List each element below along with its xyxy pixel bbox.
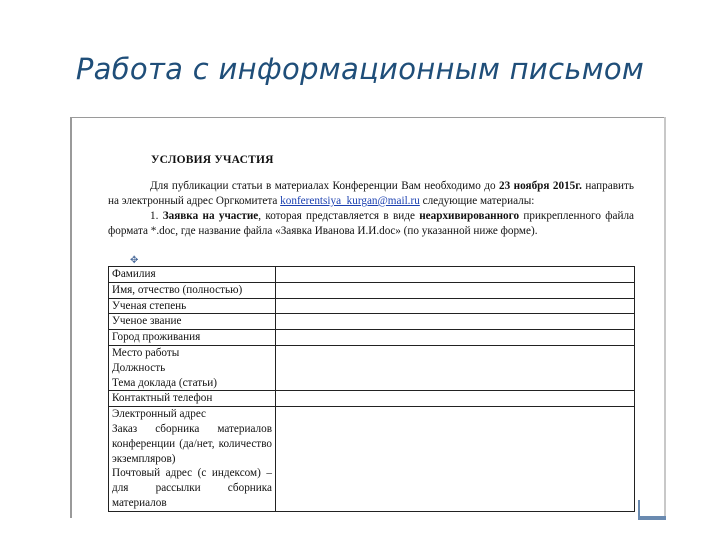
item-paragraph bbox=[108, 209, 634, 239]
item-emphasis: неархивированного bbox=[419, 210, 520, 222]
table-row bbox=[109, 391, 635, 407]
page-edge bbox=[664, 117, 666, 517]
field-label: Электронный адрес bbox=[112, 408, 207, 421]
section-heading: УСЛОВИЯ УЧАСТИЯ bbox=[151, 154, 274, 166]
intro-paragraph bbox=[108, 179, 634, 209]
field-label: Контактный телефон bbox=[112, 392, 213, 405]
table-row bbox=[109, 282, 635, 298]
field-label: Город проживания bbox=[112, 331, 201, 344]
table-row bbox=[109, 267, 635, 283]
field-label: Заказ сборника материалов конференции (да/нет, количество экземпляров) bbox=[112, 422, 272, 465]
field-label-cell bbox=[109, 267, 276, 283]
field-label-cell bbox=[109, 314, 276, 330]
field-label: Фамилия bbox=[112, 268, 156, 280]
field-value-cell[interactable] bbox=[276, 282, 635, 298]
item-number: 1. bbox=[150, 210, 163, 222]
field-label: Ученое звание bbox=[112, 315, 182, 328]
document-page bbox=[70, 117, 666, 518]
table-row bbox=[109, 314, 635, 330]
field-value-cell[interactable] bbox=[276, 298, 635, 314]
application-form-table bbox=[108, 266, 635, 512]
table-row bbox=[109, 298, 635, 314]
conditions-text bbox=[108, 179, 634, 239]
email-link[interactable]: konferentsiya_kurgan@mail.ru bbox=[280, 195, 420, 207]
field-label: Ученая степень bbox=[112, 299, 187, 312]
intro-text-2: направить на электронный адрес Оргкомитета bbox=[108, 180, 634, 207]
table-row bbox=[109, 330, 635, 346]
field-label: Тема доклада (статьи) bbox=[112, 376, 217, 389]
slide-title: Работа с информационным письмом bbox=[75, 52, 645, 86]
field-label-cell bbox=[109, 298, 276, 314]
field-label-cell bbox=[109, 391, 276, 407]
field-label: Имя, отчество (полностью) bbox=[112, 283, 243, 296]
item-text: , которая представляется в виде bbox=[258, 210, 420, 222]
field-label: Должность bbox=[112, 361, 166, 374]
page-corner-marker bbox=[640, 516, 666, 520]
field-label-cell bbox=[109, 345, 276, 390]
field-label-cell bbox=[109, 282, 276, 298]
field-label: Место работы bbox=[112, 346, 180, 359]
table-row bbox=[109, 407, 635, 512]
field-label-cell bbox=[109, 330, 276, 346]
field-label-cell bbox=[109, 407, 276, 512]
field-value-cell[interactable] bbox=[276, 267, 635, 283]
item-text-2: прикрепленного файла формата *.doc, где название файла «Заявка Иванова И.И.doc» (по указанной ниже форме). bbox=[108, 210, 635, 237]
intro-text: Для публикации статьи в материалах Конференции Вам необходимо до bbox=[150, 180, 500, 192]
field-label: Почтовый адрес (с индексом) – для рассылки сборника материалов bbox=[112, 467, 272, 509]
page-corner-marker-vertical bbox=[638, 500, 640, 520]
item-title: Заявка на участие bbox=[162, 210, 259, 222]
field-value-cell[interactable] bbox=[276, 407, 635, 512]
field-value-cell[interactable] bbox=[276, 330, 635, 346]
table-row bbox=[109, 345, 635, 390]
field-value-cell[interactable] bbox=[276, 345, 635, 390]
anchor-icon[interactable]: ✥ bbox=[130, 255, 139, 266]
field-value-cell[interactable] bbox=[276, 314, 635, 330]
deadline: 23 ноября 2015г. bbox=[499, 180, 582, 192]
intro-text-3: следующие материалы: bbox=[419, 195, 535, 207]
field-value-cell[interactable] bbox=[276, 391, 635, 407]
